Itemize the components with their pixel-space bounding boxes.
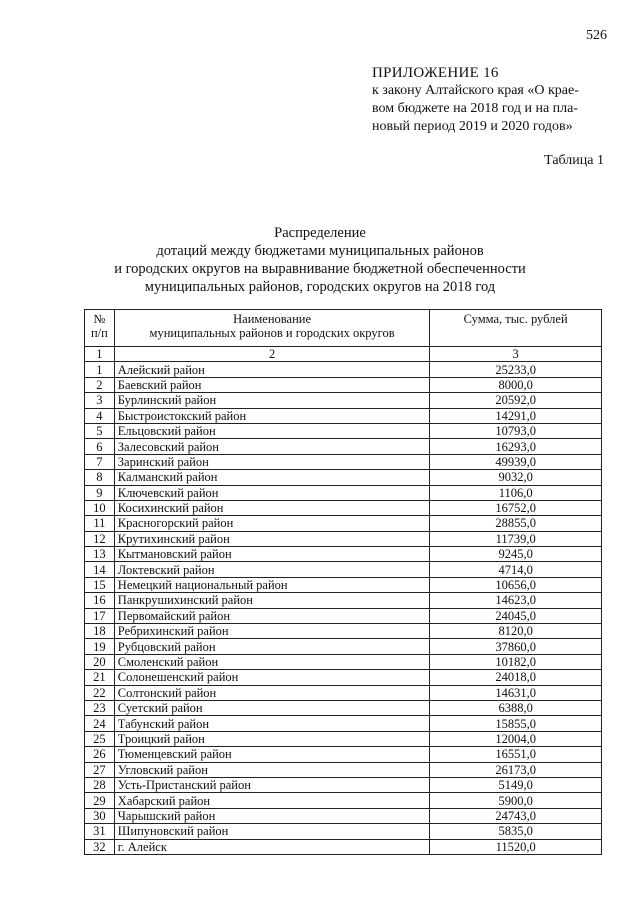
amount-cell: 10793,0 (430, 423, 602, 438)
table-row (85, 747, 602, 762)
district-name-cell: Угловский район (114, 762, 430, 777)
district-name-cell: Алейский район (114, 362, 430, 377)
row-number-cell: 18 (85, 624, 115, 639)
heading-line: Распределение (274, 225, 366, 241)
table-row (85, 839, 602, 854)
district-name-cell: Ребрихинский район (114, 624, 430, 639)
row-number-cell: 32 (85, 839, 115, 854)
row-number-cell: 8 (85, 470, 115, 485)
district-name-cell: Немецкий национальный район (114, 577, 430, 592)
table-row (85, 639, 602, 654)
header-name-line2: муниципальных районов и городских округов (149, 326, 395, 340)
heading-line: и городских округов на выравнивание бюджетной обеспеченности (114, 261, 526, 277)
row-number-cell: 4 (85, 408, 115, 423)
row-number-cell: 17 (85, 608, 115, 623)
table-row (85, 593, 602, 608)
row-number-cell: 31 (85, 824, 115, 839)
row-number-cell: 16 (85, 593, 115, 608)
row-number-cell: 23 (85, 700, 115, 715)
amount-cell: 24018,0 (430, 670, 602, 685)
amount-cell: 4714,0 (430, 562, 602, 577)
table-row (85, 716, 602, 731)
amount-cell: 26173,0 (430, 762, 602, 777)
row-number-cell: 21 (85, 670, 115, 685)
table-row (85, 393, 602, 408)
table-row (85, 500, 602, 515)
table-row (85, 516, 602, 531)
row-number-cell: 20 (85, 654, 115, 669)
page-number: 526 (586, 28, 607, 43)
amount-cell: 24743,0 (430, 808, 602, 823)
table-row (85, 377, 602, 392)
amount-cell: 25233,0 (430, 362, 602, 377)
table-body (85, 362, 602, 855)
table-row (85, 731, 602, 746)
district-name-cell: Хабарский район (114, 793, 430, 808)
district-name-cell: Красногорский район (114, 516, 430, 531)
appendix-block (372, 64, 622, 136)
district-name-cell: Залесовский район (114, 439, 430, 454)
table-row (85, 470, 602, 485)
amount-cell: 24045,0 (430, 608, 602, 623)
row-number-cell: 3 (85, 393, 115, 408)
amount-cell: 28855,0 (430, 516, 602, 531)
table-row (85, 762, 602, 777)
district-name-cell: Кытмановский район (114, 547, 430, 562)
row-number-cell: 7 (85, 454, 115, 469)
district-name-cell: Крутихинский район (114, 531, 430, 546)
amount-cell: 5900,0 (430, 793, 602, 808)
row-number-cell: 29 (85, 793, 115, 808)
header-sum (430, 310, 602, 347)
table-row (85, 700, 602, 715)
amount-cell: 14623,0 (430, 593, 602, 608)
table-row (85, 608, 602, 623)
amount-cell: 37860,0 (430, 639, 602, 654)
table-row (85, 577, 602, 592)
amount-cell: 8000,0 (430, 377, 602, 392)
index-cell: 3 (430, 347, 602, 362)
district-name-cell: Смоленский район (114, 654, 430, 669)
district-name-cell: Солтонский район (114, 685, 430, 700)
row-number-cell: 26 (85, 747, 115, 762)
district-name-cell: Рубцовский район (114, 639, 430, 654)
row-number-cell: 24 (85, 716, 115, 731)
row-number-cell: 10 (85, 500, 115, 515)
row-number-cell: 6 (85, 439, 115, 454)
district-name-cell: Косихинский район (114, 500, 430, 515)
district-name-cell: Солонешенский район (114, 670, 430, 685)
table-index-row (85, 347, 602, 362)
district-name-cell: Первомайский район (114, 608, 430, 623)
row-number-cell: 13 (85, 547, 115, 562)
district-name-cell: Чарышский район (114, 808, 430, 823)
row-number-cell: 25 (85, 731, 115, 746)
header-number (85, 310, 115, 347)
row-number-cell: 30 (85, 808, 115, 823)
amount-cell: 11520,0 (430, 839, 602, 854)
table-row (85, 670, 602, 685)
district-name-cell: Табунский район (114, 716, 430, 731)
table-row (85, 362, 602, 377)
table-row (85, 624, 602, 639)
row-number-cell: 28 (85, 777, 115, 792)
table-row (85, 562, 602, 577)
row-number-cell: 11 (85, 516, 115, 531)
appendix-title: ПРИЛОЖЕНИЕ 16 (372, 65, 499, 81)
table-row (85, 654, 602, 669)
district-name-cell: Ельцовский район (114, 423, 430, 438)
row-number-cell: 22 (85, 685, 115, 700)
district-name-cell: Калманский район (114, 470, 430, 485)
district-name-cell: Бурлинский район (114, 393, 430, 408)
document-heading (80, 224, 560, 296)
appendix-line: новый период 2019 и 2020 годов» (372, 119, 573, 134)
district-name-cell: Шипуновский район (114, 824, 430, 839)
amount-cell: 9032,0 (430, 470, 602, 485)
index-cell: 1 (85, 347, 115, 362)
table-row (85, 408, 602, 423)
district-name-cell: Усть-Пристанский район (114, 777, 430, 792)
amount-cell: 20592,0 (430, 393, 602, 408)
amount-cell: 9245,0 (430, 547, 602, 562)
amount-cell: 10656,0 (430, 577, 602, 592)
table-row (85, 439, 602, 454)
district-name-cell: Локтевский район (114, 562, 430, 577)
amount-cell: 5149,0 (430, 777, 602, 792)
row-number-cell: 2 (85, 377, 115, 392)
amount-cell: 8120,0 (430, 624, 602, 639)
heading-line: дотаций между бюджетами муниципальных районов (156, 243, 484, 259)
row-number-cell: 15 (85, 577, 115, 592)
header-name-line1: Наименование (233, 312, 311, 326)
district-name-cell: Суетский район (114, 700, 430, 715)
appendix-line: вом бюджете на 2018 год и на пла- (372, 101, 579, 116)
row-number-cell: 1 (85, 362, 115, 377)
table-row (85, 485, 602, 500)
row-number-cell: 19 (85, 639, 115, 654)
amount-cell: 6388,0 (430, 700, 602, 715)
table-row (85, 824, 602, 839)
amount-cell: 15855,0 (430, 716, 602, 731)
district-name-cell: Панкрушихинский район (114, 593, 430, 608)
amount-cell: 16293,0 (430, 439, 602, 454)
amount-cell: 14291,0 (430, 408, 602, 423)
amount-cell: 14631,0 (430, 685, 602, 700)
amount-cell: 1106,0 (430, 485, 602, 500)
heading-line: муниципальных районов, городских округов на 2018 год (144, 279, 496, 295)
table-header-row (85, 310, 602, 347)
amount-cell: 16752,0 (430, 500, 602, 515)
amount-cell: 11739,0 (430, 531, 602, 546)
row-number-cell: 9 (85, 485, 115, 500)
header-sum-label: Сумма, тыс. рублей (463, 312, 568, 326)
appendix-line: к закону Алтайского края «О крае- (372, 83, 579, 98)
district-name-cell: Ключевский район (114, 485, 430, 500)
district-name-cell: Баевский район (114, 377, 430, 392)
amount-cell: 16551,0 (430, 747, 602, 762)
table-row (85, 793, 602, 808)
table-row (85, 454, 602, 469)
table-row (85, 423, 602, 438)
table-label: Таблица 1 (544, 153, 604, 168)
row-number-cell: 5 (85, 423, 115, 438)
amount-cell: 49939,0 (430, 454, 602, 469)
amount-cell: 12004,0 (430, 731, 602, 746)
table-row (85, 777, 602, 792)
district-name-cell: Заринский район (114, 454, 430, 469)
table-row (85, 531, 602, 546)
header-name (114, 310, 430, 347)
table-row (85, 685, 602, 700)
amount-cell: 10182,0 (430, 654, 602, 669)
index-cell: 2 (114, 347, 430, 362)
amount-cell: 5835,0 (430, 824, 602, 839)
district-name-cell: Троицкий район (114, 731, 430, 746)
table-row (85, 547, 602, 562)
district-name-cell: Тюменцевский район (114, 747, 430, 762)
header-number-line2: п/п (90, 326, 108, 340)
row-number-cell: 27 (85, 762, 115, 777)
district-name-cell: г. Алейск (114, 839, 430, 854)
header-number-line1: № (93, 312, 106, 326)
district-name-cell: Быстроистокский район (114, 408, 430, 423)
row-number-cell: 14 (85, 562, 115, 577)
subsidies-table (84, 309, 602, 855)
table-row (85, 808, 602, 823)
row-number-cell: 12 (85, 531, 115, 546)
